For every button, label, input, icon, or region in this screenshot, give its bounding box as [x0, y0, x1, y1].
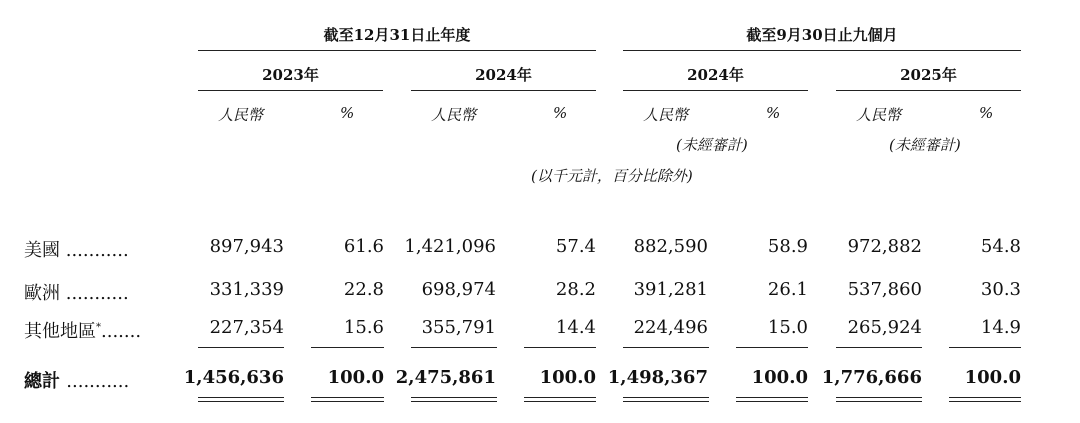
- total-cell: 100.0: [539, 367, 596, 388]
- table-cell: 972,882: [847, 236, 922, 257]
- total-double-rule: [736, 401, 808, 402]
- total-double-rule: [836, 397, 922, 398]
- footnote-marker: *: [96, 322, 101, 333]
- period-2024-rule: [623, 90, 808, 91]
- total-double-rule: [949, 397, 1021, 398]
- subtotal-rule: [736, 347, 808, 348]
- nine-months-header: 截至9月30日止九個月: [746, 26, 898, 44]
- table-cell: 15.0: [767, 317, 808, 338]
- year-2024-rule: [411, 90, 596, 91]
- year-2024-header: 2024年: [475, 66, 532, 84]
- total-cell: 2,475,861: [395, 367, 496, 388]
- currency-header-2023: 人民幣: [218, 106, 264, 124]
- table-cell: 54.8: [980, 236, 1021, 257]
- total-double-rule: [411, 401, 497, 402]
- subtotal-rule: [949, 347, 1021, 348]
- unit-note: (以千元計，百分比除外): [531, 167, 693, 185]
- subtotal-rule: [623, 347, 709, 348]
- table-cell: 28.2: [555, 279, 596, 300]
- row-label: 其他地區*.......: [24, 321, 142, 342]
- currency-header-9m2025: 人民幣: [856, 106, 902, 124]
- total-double-rule: [524, 401, 596, 402]
- table-cell: 58.9: [767, 236, 808, 257]
- period-2025-rule: [836, 90, 1021, 91]
- table-cell: 30.3: [980, 279, 1021, 300]
- total-label: 總計 ...........: [24, 371, 130, 392]
- table-cell: 14.4: [555, 317, 596, 338]
- subtotal-rule: [524, 347, 596, 348]
- total-double-rule: [311, 397, 384, 398]
- total-double-rule: [623, 401, 709, 402]
- unaudited-label-2025: (未經審計): [889, 136, 961, 154]
- table-cell: 537,860: [847, 279, 922, 300]
- year-ended-header: 截至12月31日止年度: [323, 26, 471, 44]
- total-double-rule: [198, 397, 284, 398]
- year-2023-header: 2023年: [262, 66, 319, 84]
- total-double-rule: [623, 397, 709, 398]
- period-2024-header: 2024年: [687, 66, 744, 84]
- total-cell: 1,498,367: [607, 367, 708, 388]
- total-double-rule: [198, 401, 284, 402]
- total-double-rule: [736, 397, 808, 398]
- subtotal-rule: [198, 347, 284, 348]
- total-cell: 100.0: [964, 367, 1021, 388]
- row-label: 美國 ...........: [24, 240, 129, 261]
- table-cell: 265,924: [847, 317, 922, 338]
- percent-header-9m2025: %: [979, 104, 994, 122]
- table-cell: 331,339: [209, 279, 284, 300]
- percent-header-2024: %: [553, 104, 568, 122]
- year-2023-rule: [198, 90, 383, 91]
- table-cell: 14.9: [980, 317, 1021, 338]
- table-cell: 355,791: [421, 317, 496, 338]
- currency-header-9m2024: 人民幣: [643, 106, 689, 124]
- row-label: 歐洲 ...........: [24, 283, 129, 304]
- year-ended-rule: [198, 50, 596, 51]
- table-cell: 882,590: [633, 236, 708, 257]
- table-cell: 1,421,096: [404, 236, 496, 257]
- percent-header-9m2024: %: [766, 104, 781, 122]
- total-double-rule: [836, 401, 922, 402]
- total-cell: 100.0: [751, 367, 808, 388]
- table-cell: 897,943: [209, 236, 284, 257]
- total-cell: 100.0: [327, 367, 384, 388]
- percent-header-2023: %: [340, 104, 355, 122]
- subtotal-rule: [411, 347, 497, 348]
- table-cell: 22.8: [343, 279, 384, 300]
- total-cell: 1,776,666: [821, 367, 922, 388]
- table-cell: 227,354: [209, 317, 284, 338]
- table-cell: 61.6: [343, 236, 384, 257]
- table-cell: 26.1: [767, 279, 808, 300]
- currency-header-2024: 人民幣: [431, 106, 477, 124]
- total-double-rule: [524, 397, 596, 398]
- table-cell: 15.6: [343, 317, 384, 338]
- total-cell: 1,456,636: [183, 367, 284, 388]
- table-cell: 224,496: [633, 317, 708, 338]
- table-cell: 391,281: [633, 279, 708, 300]
- subtotal-rule: [836, 347, 922, 348]
- table-cell: 698,974: [421, 279, 496, 300]
- total-double-rule: [311, 401, 384, 402]
- table-cell: 57.4: [555, 236, 596, 257]
- total-double-rule: [411, 397, 497, 398]
- total-double-rule: [949, 401, 1021, 402]
- nine-months-rule: [623, 50, 1021, 51]
- subtotal-rule: [311, 347, 384, 348]
- period-2025-header: 2025年: [900, 66, 957, 84]
- unaudited-label-2024: (未經審計): [676, 136, 748, 154]
